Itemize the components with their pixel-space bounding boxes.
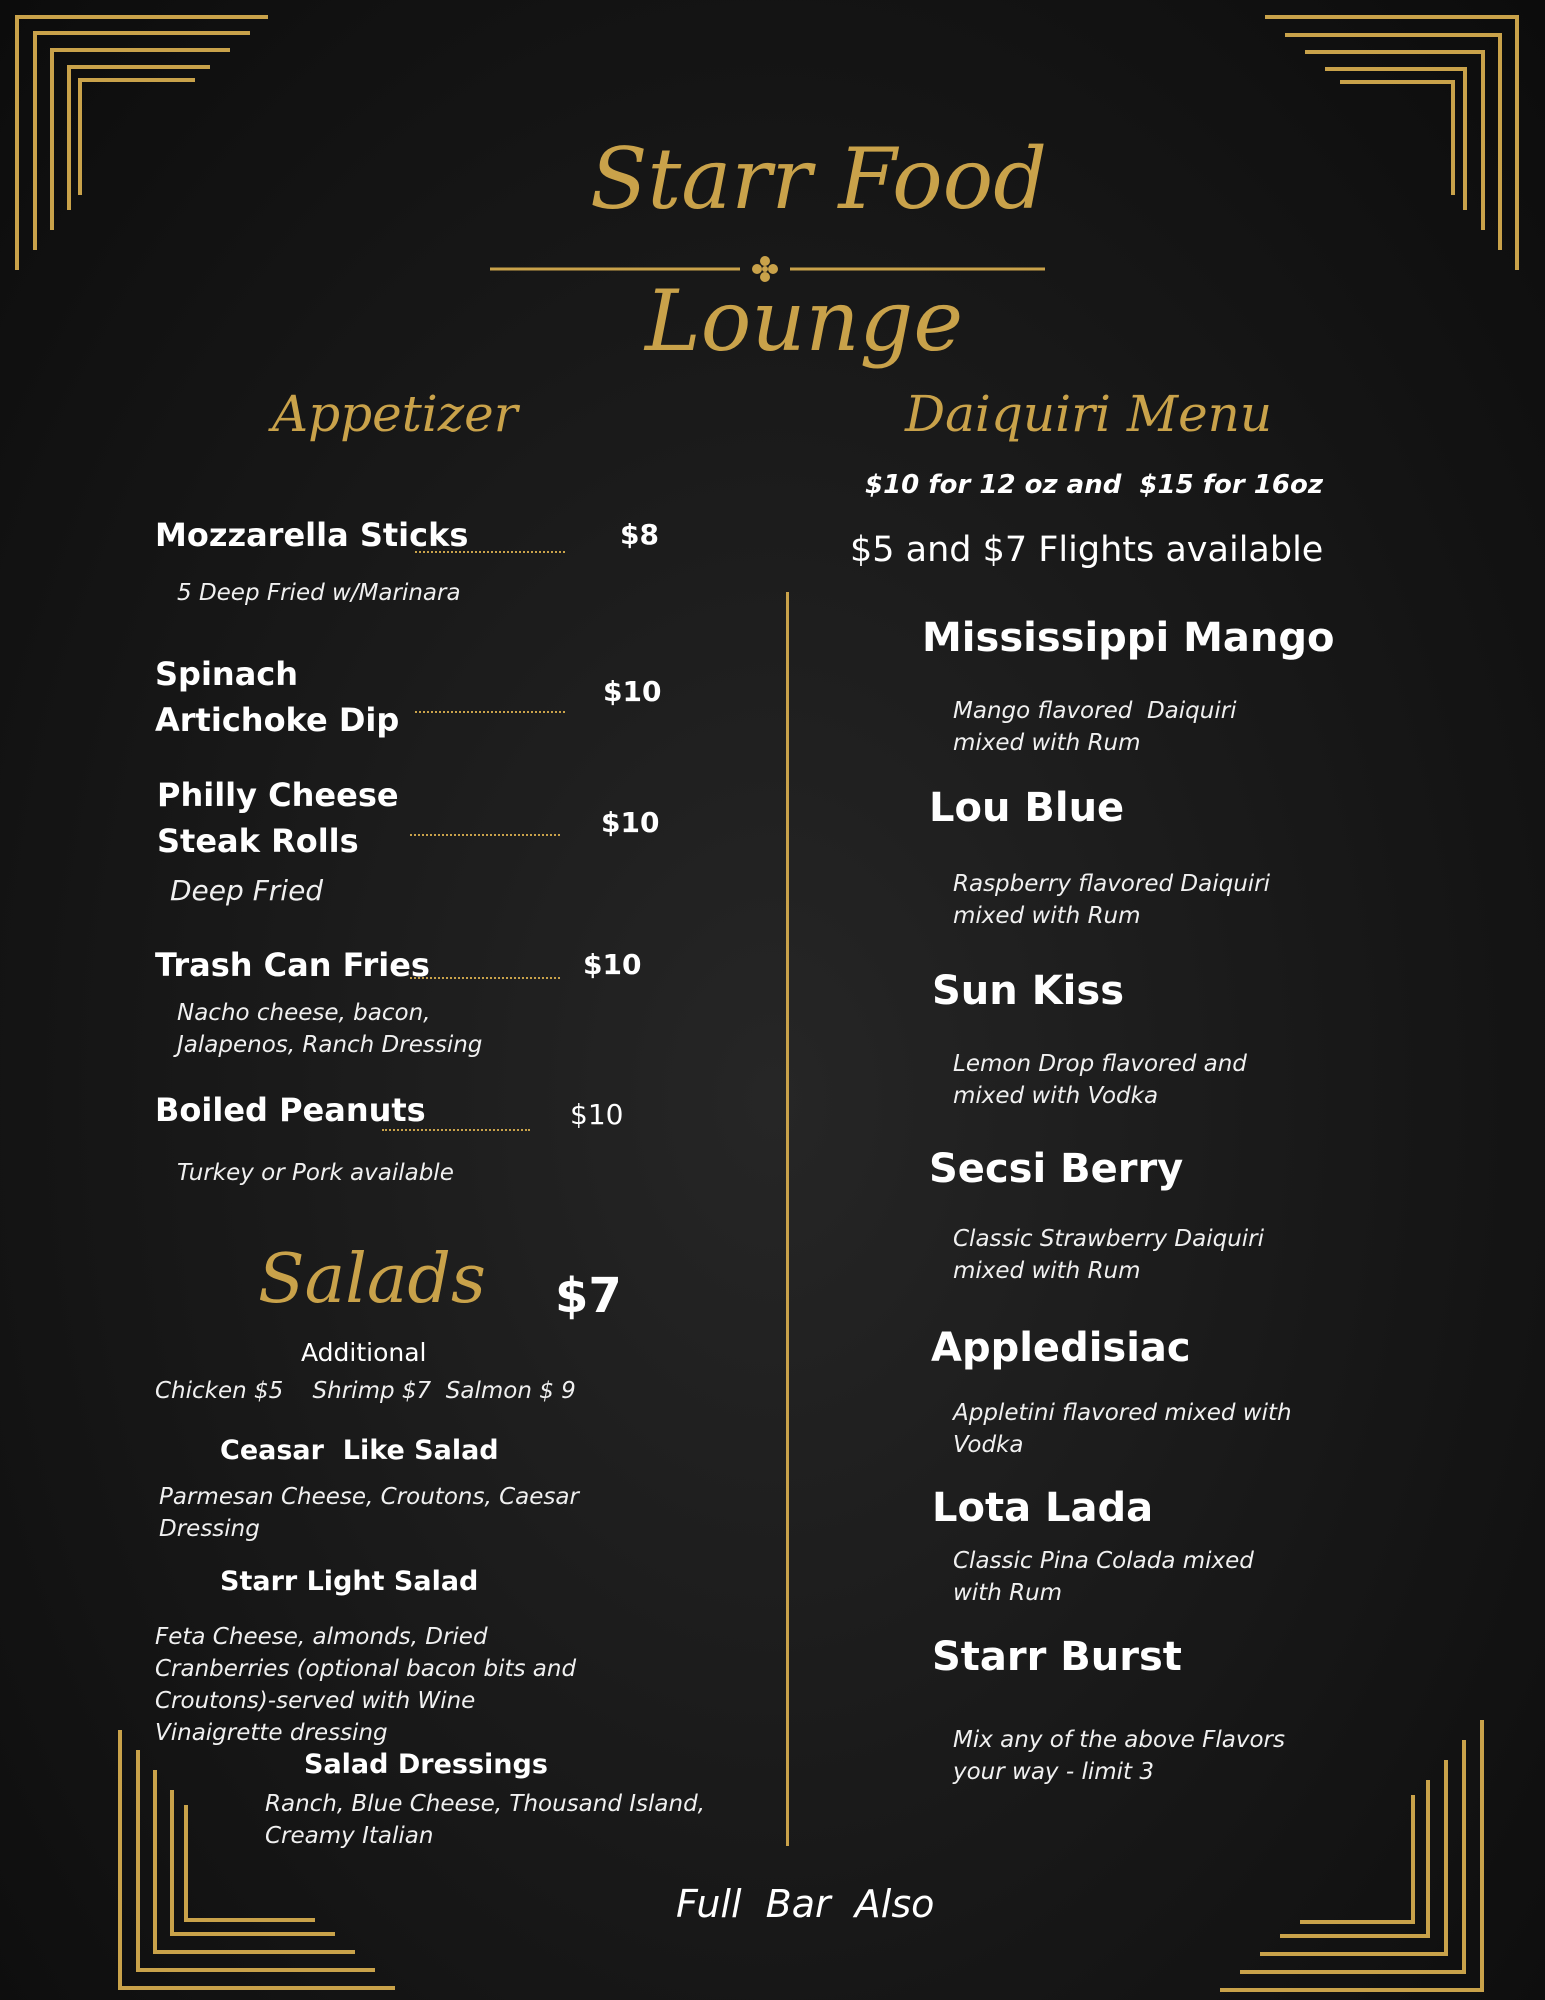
appetizer-item-price: $10 (603, 675, 662, 708)
drink-name: Mississippi Mango (922, 615, 1335, 661)
drink-desc: Classic Pina Colada mixed with Rum (953, 1548, 1254, 1606)
dotted-leader (415, 551, 565, 553)
dotted-leader (382, 1129, 530, 1131)
corner-lines-top-left (0, 0, 280, 280)
drink-name: Lota Lada (932, 1485, 1154, 1531)
salad-item-desc: Feta Cheese, almonds, Dried Cranberries (optional bacon bits and Croutons)-served with Wine Vinaigrette dressing (155, 1624, 577, 1746)
appetizer-item-name: Boiled Peanuts (155, 1091, 426, 1129)
daiquiri-flights: $5 and $7 Flights available (850, 530, 1324, 570)
drink-name: Sun Kiss (932, 968, 1125, 1014)
drink-name: Secsi Berry (929, 1146, 1184, 1192)
dotted-leader (410, 834, 560, 836)
appetizer-item-desc: 5 Deep Fried w/Marinara (177, 580, 461, 606)
column-divider (786, 592, 789, 1846)
appetizer-item-name: Philly Cheese Steak Rolls (157, 776, 399, 860)
drink-desc: Appletini flavored mixed with Vodka (953, 1400, 1292, 1458)
footer-full-bar: Full Bar Also (676, 1882, 935, 1926)
drink-desc: Mango flavored Daiquiri mixed with Rum (953, 698, 1237, 756)
drink-name: Lou Blue (929, 785, 1125, 831)
salads-price: $7 (555, 1268, 622, 1324)
salad-item-name: Salad Dressings (304, 1749, 548, 1780)
appetizer-heading: Appetizer (272, 385, 518, 443)
drink-name: Appledisiac (931, 1325, 1191, 1371)
additional-label: Additional (301, 1338, 427, 1367)
corner-lines-top-right (1265, 0, 1545, 280)
appetizer-item-name: Spinach Artichoke Dip (155, 655, 400, 739)
salads-heading: Salads (258, 1240, 486, 1319)
dotted-leader (415, 711, 565, 713)
drink-desc: Lemon Drop flavored and mixed with Vodka (953, 1051, 1247, 1109)
appetizer-item-price: $10 (601, 806, 660, 839)
salad-item-name: Starr Light Salad (220, 1566, 479, 1597)
drink-name: Starr Burst (932, 1634, 1182, 1680)
dotted-leader (410, 977, 560, 979)
daiquiri-pricing: $10 for 12 oz and $15 for 16oz (865, 470, 1323, 500)
appetizer-item-desc: Deep Fried (170, 874, 324, 907)
appetizer-item-price: $10 (583, 948, 642, 981)
drink-desc: Mix any of the above Flavors your way - limit 3 (953, 1727, 1285, 1785)
appetizer-item-price: $10 (570, 1098, 624, 1131)
title-line-2: Lounge (645, 272, 964, 370)
appetizer-item-name: Trash Can Fries (155, 946, 430, 984)
salad-item-desc: Parmesan Cheese, Croutons, Caesar Dressing (159, 1484, 579, 1542)
appetizer-item-desc: Turkey or Pork available (177, 1160, 454, 1186)
salad-item-desc: Ranch, Blue Cheese, Thousand Island, Creamy Italian (265, 1791, 705, 1849)
title-line-1: Starr Food (590, 130, 1047, 228)
drink-desc: Classic Strawberry Daiquiri mixed with Rum (953, 1226, 1265, 1284)
daiquiri-heading: Daiquiri Menu (905, 385, 1273, 443)
appetizer-item-desc: Nacho cheese, bacon, Jalapenos, Ranch Dressing (177, 1000, 483, 1058)
appetizer-item-price: $8 (620, 518, 659, 551)
additional-options: Chicken $5 Shrimp $7 Salmon $ 9 (155, 1378, 576, 1404)
drink-desc: Raspberry flavored Daiquiri mixed with Rum (953, 871, 1271, 929)
salad-item-name: Ceasar Like Salad (220, 1435, 499, 1466)
appetizer-item-name: Mozzarella Sticks (155, 516, 469, 554)
